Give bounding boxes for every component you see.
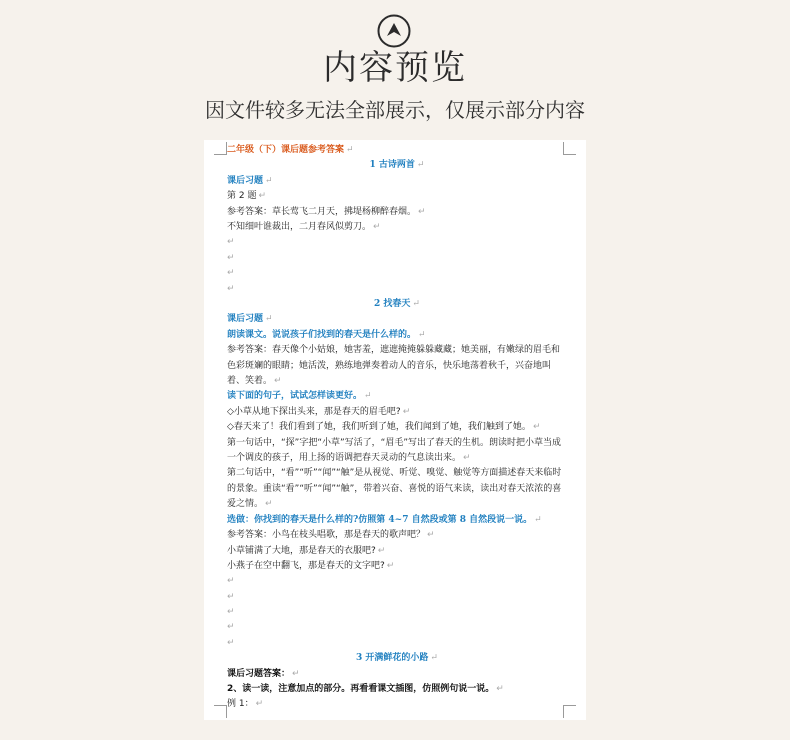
document-line: 小燕子在空中翻飞，那是春天的文字吧? ↵ — [227, 559, 567, 574]
document-line: ◇春天来了！我们看到了她，我们听到了她，我们闻到了她，我们触到了她。 ↵ — [227, 420, 567, 435]
document-line: 不知细叶谁裁出，二月春风似剪刀。 ↵ — [227, 220, 567, 235]
page-subtitle: 因文件较多无法全部展示，仅展示部分内容 — [205, 98, 585, 122]
document-line: 课后习题答案： ↵ — [227, 667, 567, 682]
document-line: 课后习题 ↵ — [227, 312, 567, 327]
document-preview — [204, 140, 586, 720]
empty-paragraph — [227, 605, 567, 620]
crop-mark-bottom-left — [214, 705, 227, 718]
document-line: 参考答案：小鸟在枝头唱歌，那是春天的歌声吧？ ↵ — [227, 528, 567, 543]
document-line: 3 开满鲜花的小路 ↵ — [227, 651, 567, 666]
empty-paragraph — [227, 620, 567, 635]
document-line: 参考答案：草长莺飞二月天，拂堤杨柳醉春烟。 ↵ — [227, 205, 567, 220]
empty-paragraph — [227, 235, 567, 250]
document-line: 第二句话中，“看”“听”“闻”“触”是从视觉、听觉、嗅觉、触觉等方面描述春天来临时的景象。重读“看”“听”“闻”“触”，带着兴奋、喜悦的语气来读，读出对春天浓浓的喜爱之情。 ↵ — [227, 466, 567, 512]
document-line: 选做：你找到的春天是什么样的?仿照第 4~7 自然段或第 8 自然段说一说。 ↵ — [227, 513, 567, 528]
empty-paragraph — [227, 266, 567, 281]
document-content — [227, 143, 567, 713]
document-title: 二年级（下）课后题参考答案 ↵ — [227, 143, 567, 158]
document-line: 小草铺满了大地，那是春天的衣服吧? ↵ — [227, 544, 567, 559]
page-title: 内容预览 — [323, 48, 467, 88]
document-lines — [227, 158, 567, 712]
document-line: 第一句话中，“探”字把“小草”写活了，“眉毛”写出了春天的生机。朗读时把小草当成一个调皮的孩子，用上扬的语调把春天灵动的气息读出来。 ↵ — [227, 436, 567, 467]
document-line: 2、读一读，注意加点的部分。再看看课文插图，仿照例句说一说。 ↵ — [227, 682, 567, 697]
document-line: 读下面的句子，试试怎样读更好。 ↵ — [227, 389, 567, 404]
document-line: 例 1： ↵ — [227, 697, 567, 712]
empty-paragraph — [227, 636, 567, 651]
document-line: 朗读课文。说说孩子们找到的春天是什么样的。 ↵ — [227, 328, 567, 343]
document-line: 课后习题 ↵ — [227, 174, 567, 189]
empty-paragraph — [227, 251, 567, 266]
circle-chevron-up-icon — [377, 14, 411, 48]
document-line: 1 古诗两首 ↵ — [227, 158, 567, 173]
document-line: 第 2 题 ↵ — [227, 189, 567, 204]
crop-mark-top-left — [214, 142, 227, 155]
empty-paragraph — [227, 574, 567, 589]
document-line: 2 找春天 ↵ — [227, 297, 567, 312]
document-line: 参考答案：春天像个小姑娘，她害羞，遮遮掩掩躲躲藏藏；她美丽，有嫩绿的眉毛和色彩斑斓的眼睛；她活泼，熟练地弹奏着动人的音乐，快乐地荡着秋千，兴奋地叫着、笑着。 ↵ — [227, 343, 567, 389]
empty-paragraph — [227, 590, 567, 605]
empty-paragraph — [227, 282, 567, 297]
document-line: ◇小草从地下探出头来，那是春天的眉毛吧? ↵ — [227, 405, 567, 420]
